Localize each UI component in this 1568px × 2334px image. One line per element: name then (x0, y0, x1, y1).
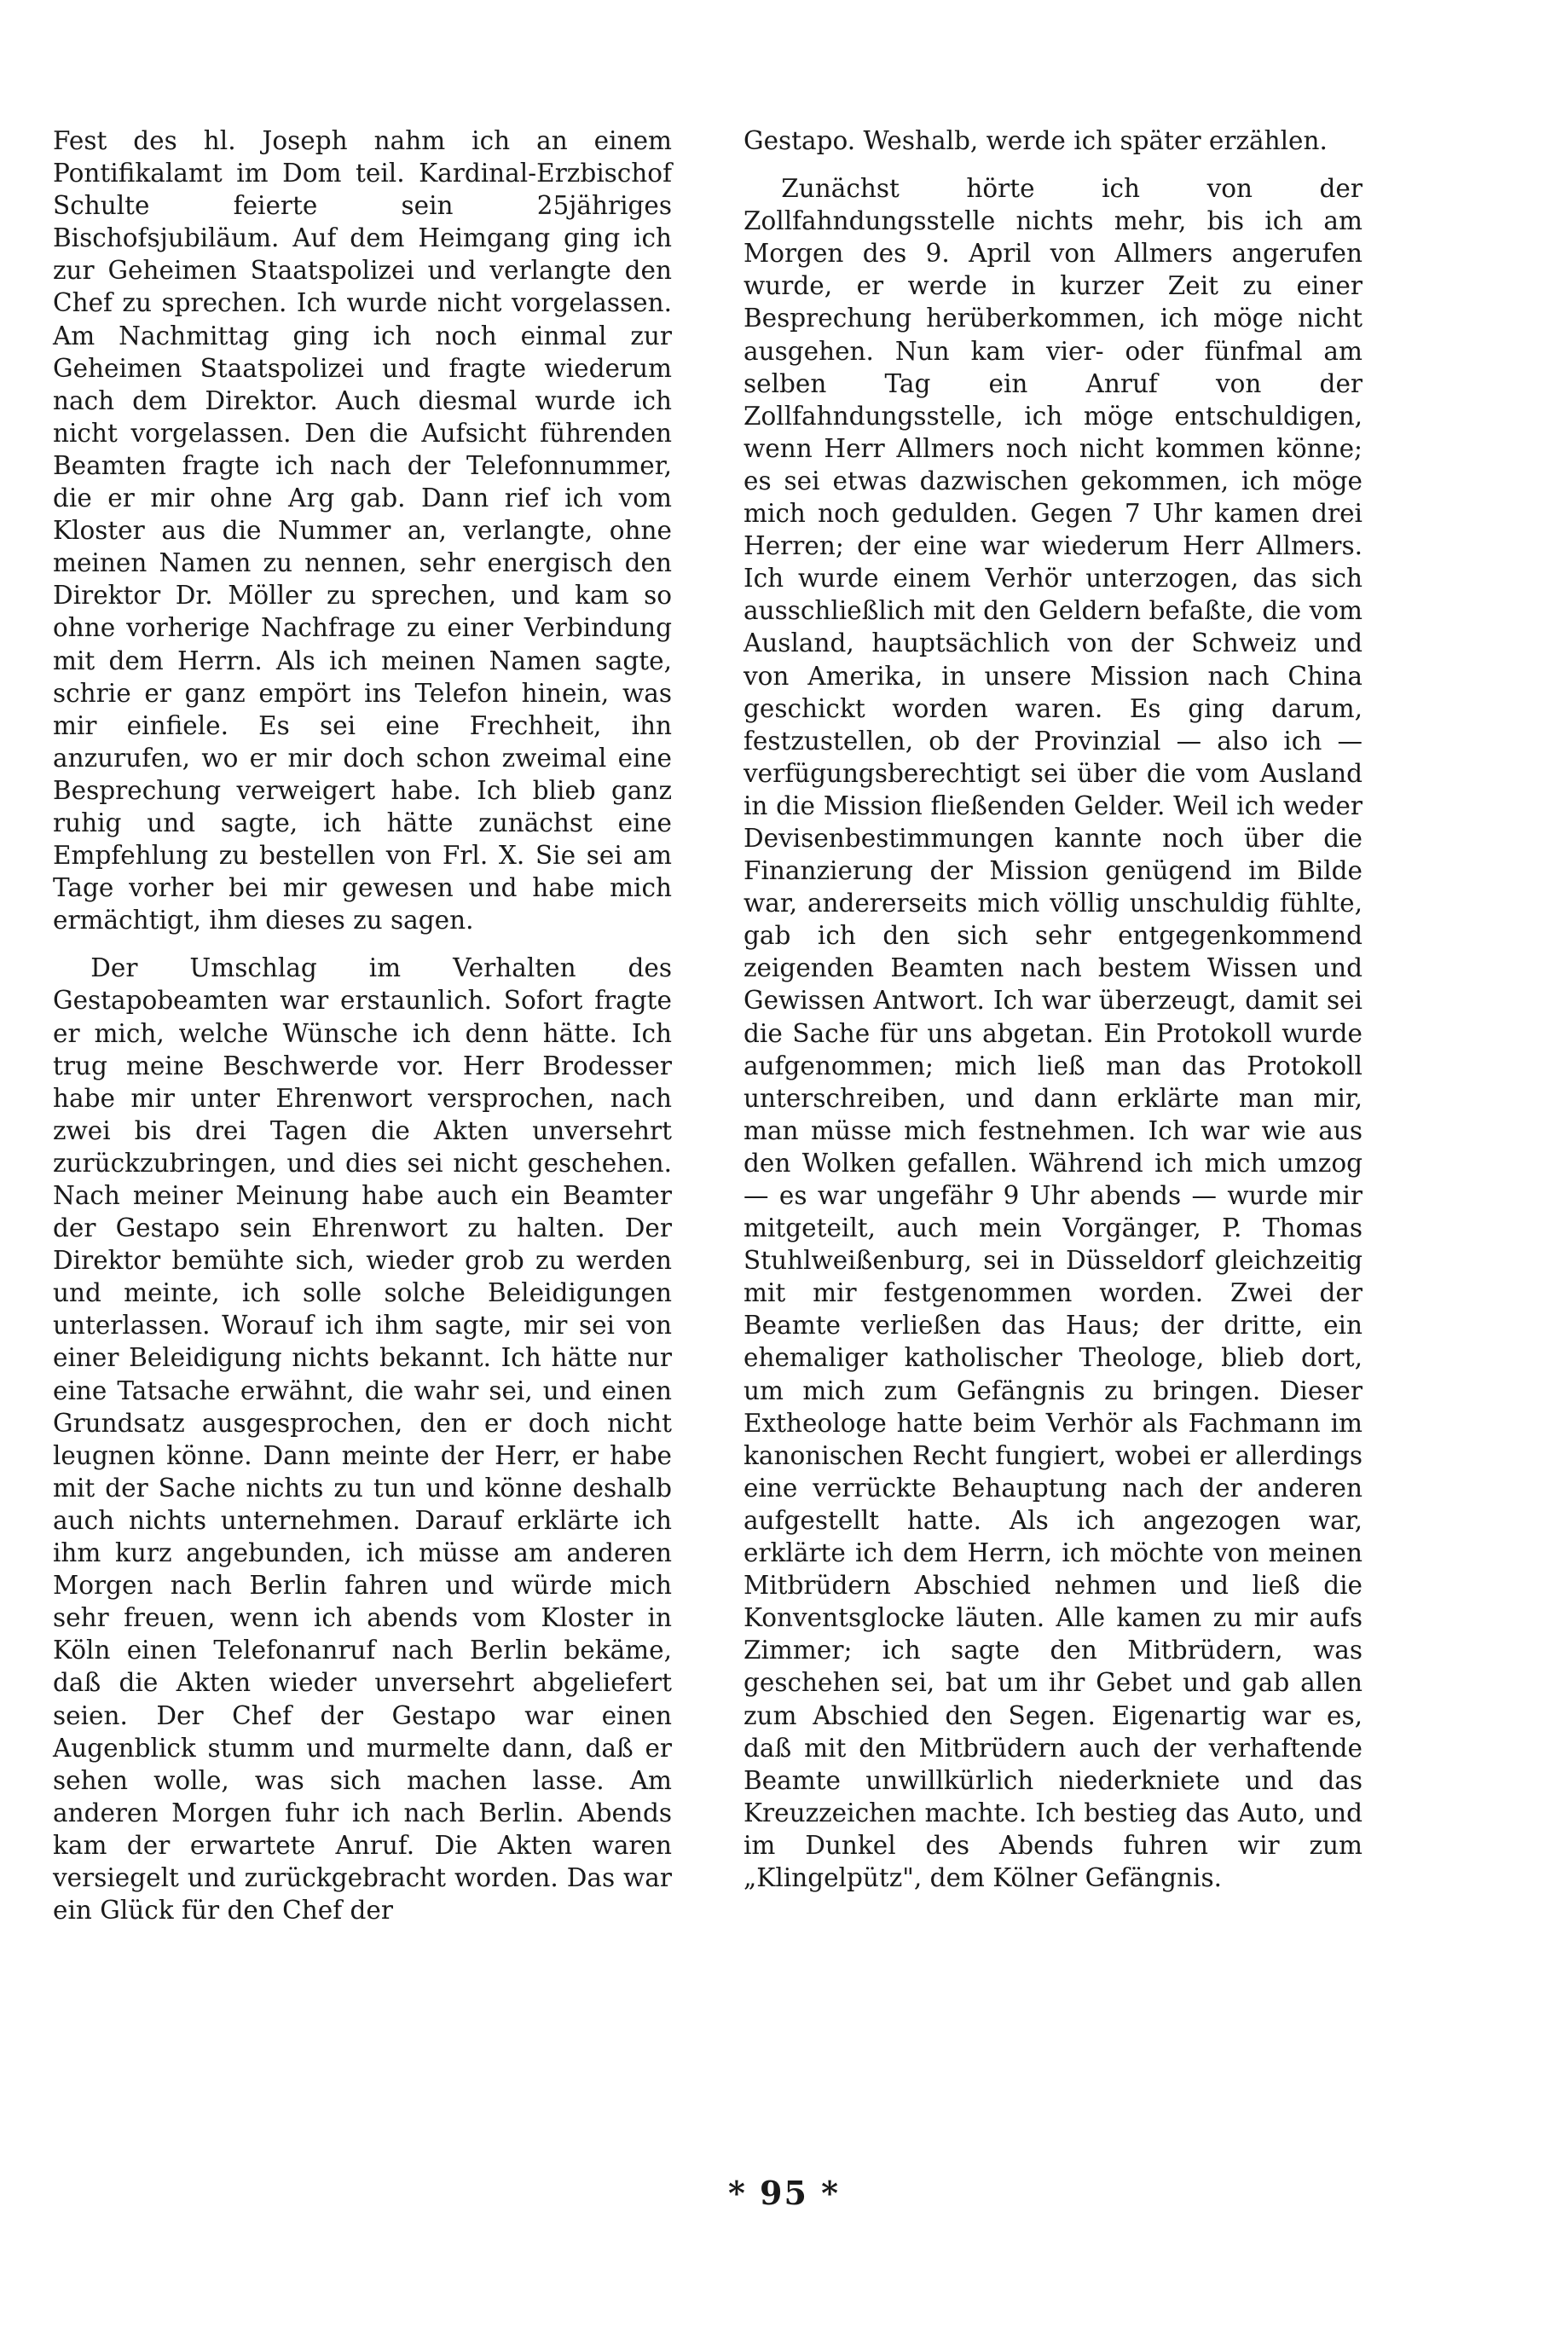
page-number: * 95 * (727, 2174, 841, 2212)
paragraph-right-1: Gestapo. Weshalb, werde ich später erzählen. (743, 126, 1328, 155)
paragraph-right-2: Zunächst hörte ich von der Zollfahndungsstelle nichts mehr, bis ich am Morgen des 9. April von Allmers angerufen wurde, er werde in kurzer Zeit zu einer Besprechung herüberkommen, ich möge nicht ausgehen. Nun kam vier- oder fünfmal am selben Tag ein Anruf von der Zollfahndungsstelle, ich möge entschuldigen, wenn Herr Allmers noch nicht kommen könne; es sei etwas dazwischen gekommen, ich möge mich noch gedulden. Gegen 7 Uhr kamen drei Herren; der eine war wiederum Herr Allmers. Ich wurde einem Verhör unterzogen, das sich ausschließlich mit den Geldern befaßte, die vom Ausland, hauptsächlich von der Schweiz und von Amerika, in unsere Mission nach China geschickt worden waren. Es ging darum, festzustellen, ob der Provinzial — also ich — verfügungsberechtigt sei über die vom Ausland in die Mission fließenden Gelder. Weil ich weder Devisenbestimmungen kannte noch über die Finanzierung der Mission genügend im Bilde war, andererseits mich völlig unschuldig fühlte, gab ich den sich sehr entgegenkommend zeigenden Beamten nach bestem Wissen und Gewissen Antwort. Ich war überzeugt, damit sei die Sache für uns abgetan. Ein Protokoll wurde aufgenommen; mich ließ man das Protokoll unterschreiben, und dann erklärte man mir, man müsse mich festnehmen. Ich war wie aus den Wolken gefallen. Während ich mich umzog — es war ungefähr 9 Uhr abends — wurde mir mitgeteilt, auch mein Vorgänger, P. Thomas Stuhlweißenburg, sei in Düsseldorf gleichzeitig mit mir festgenommen worden. Zwei der Beamte verließen das Haus; der dritte, ein ehemaliger katholischer Theologe, blieb dort, um mich zum Gefängnis zu bringen. Dieser Extheologe hatte beim Verhör als Fachmann im kanonischen Recht fungiert, wobei er allerdings eine verrückte Behauptung nach der anderen aufgestellt hatte. Als ich angezogen war, erklärte ich dem Herrn, ich möchte von meinen Mitbrüdern Abschied nehmen und ließ die Konventsglocke läuten. Alle kamen zu mir aufs Zimmer; ich sagte den Mitbrüdern, was geschehen sei, bat um ihr Gebet und gab allen zum Abschied den Segen. Eigenartig war es, daß mit den Mitbrüdern auch der verhaftende Beamte unwillkürlich niederkniete und das Kreuzzeichen machte. Ich bestieg das Auto, und im Dunkel des Abends fuhren wir zum „Klingelpütz", dem Kölner Gefängnis. (743, 174, 1363, 1892)
paragraph-left-1: Fest des hl. Joseph nahm ich an einem Pontifikalamt im Dom teil. Kardinal-Erzbischof Schulte feierte sein 25jähriges Bischofsjubiläum. Auf dem Heimgang ging ich zur Geheimen Staatspolizei und verlangte den Chef zu sprechen. Ich wurde nicht vorgelassen. Am Nachmittag ging ich noch einmal zur Geheimen Staatspolizei und fragte wiederum nach dem Direktor. Auch diesmal wurde ich nicht vorgelassen. Den die Aufsicht führenden Beamten fragte ich nach der Telefonnummer, die er mir ohne Arg gab. Dann rief ich vom Kloster aus die Nummer an, verlangte, ohne meinen Namen zu nennen, sehr energisch den Direktor Dr. Möller zu sprechen, und kam so ohne vorherige Nachfrage zu einer Verbindung mit dem Herrn. Als ich meinen Namen sagte, schrie er ganz empört ins Telefon hinein, was mir einfiele. Es sei eine Frechheit, ihn anzurufen, wo er mir doch schon zweimal eine Besprechung verweigert habe. Ich blieb ganz ruhig und sagte, ich hätte zunächst eine Empfehlung zu bestellen von Frl. X. Sie sei am Tage vorher bei mir gewesen und habe mich ermächtigt, ihm dieses zu sagen. (53, 126, 672, 935)
right-column (743, 125, 1363, 1894)
paragraph-left-2: Der Umschlag im Verhalten des Gestapobeamten war erstaunlich. Sofort fragte er mich, welche Wünsche ich denn hätte. Ich trug meine Beschwerde vor. Herr Brodesser habe mir unter Ehrenwort versprochen, nach zwei bis drei Tagen die Akten unversehrt zurückzubringen, und dies sei nicht geschehen. Nach meiner Meinung habe auch ein Beamter der Gestapo sein Ehrenwort zu halten. Der Direktor bemühte sich, wieder grob zu werden und meinte, ich solle solche Beleidigungen unterlassen. Worauf ich ihm sagte, mir sei von einer Beleidigung nichts bekannt. Ich hätte nur eine Tatsache erwähnt, die wahr sei, und einen Grundsatz ausgesprochen, den er doch nicht leugnen könne. Dann meinte der Herr, er habe mit der Sache nichts zu tun und könne deshalb auch nichts unternehmen. Darauf erklärte ich ihm kurz angebunden, ich müsse am anderen Morgen nach Berlin fahren und würde mich sehr freuen, wenn ich abends vom Kloster in Köln einen Telefonanruf nach Berlin bekäme, daß die Akten wieder unversehrt abgeliefert seien. Der Chef der Gestapo war einen Augenblick stumm und murmelte dann, daß er sehen wolle, was sich machen lasse. Am anderen Morgen fuhr ich nach Berlin. Abends kam der erwartete Anruf. Die Akten waren versiegelt und zurückgebracht worden. Das war ein Glück für den Chef der (53, 953, 672, 1926)
left-column (53, 125, 672, 1926)
